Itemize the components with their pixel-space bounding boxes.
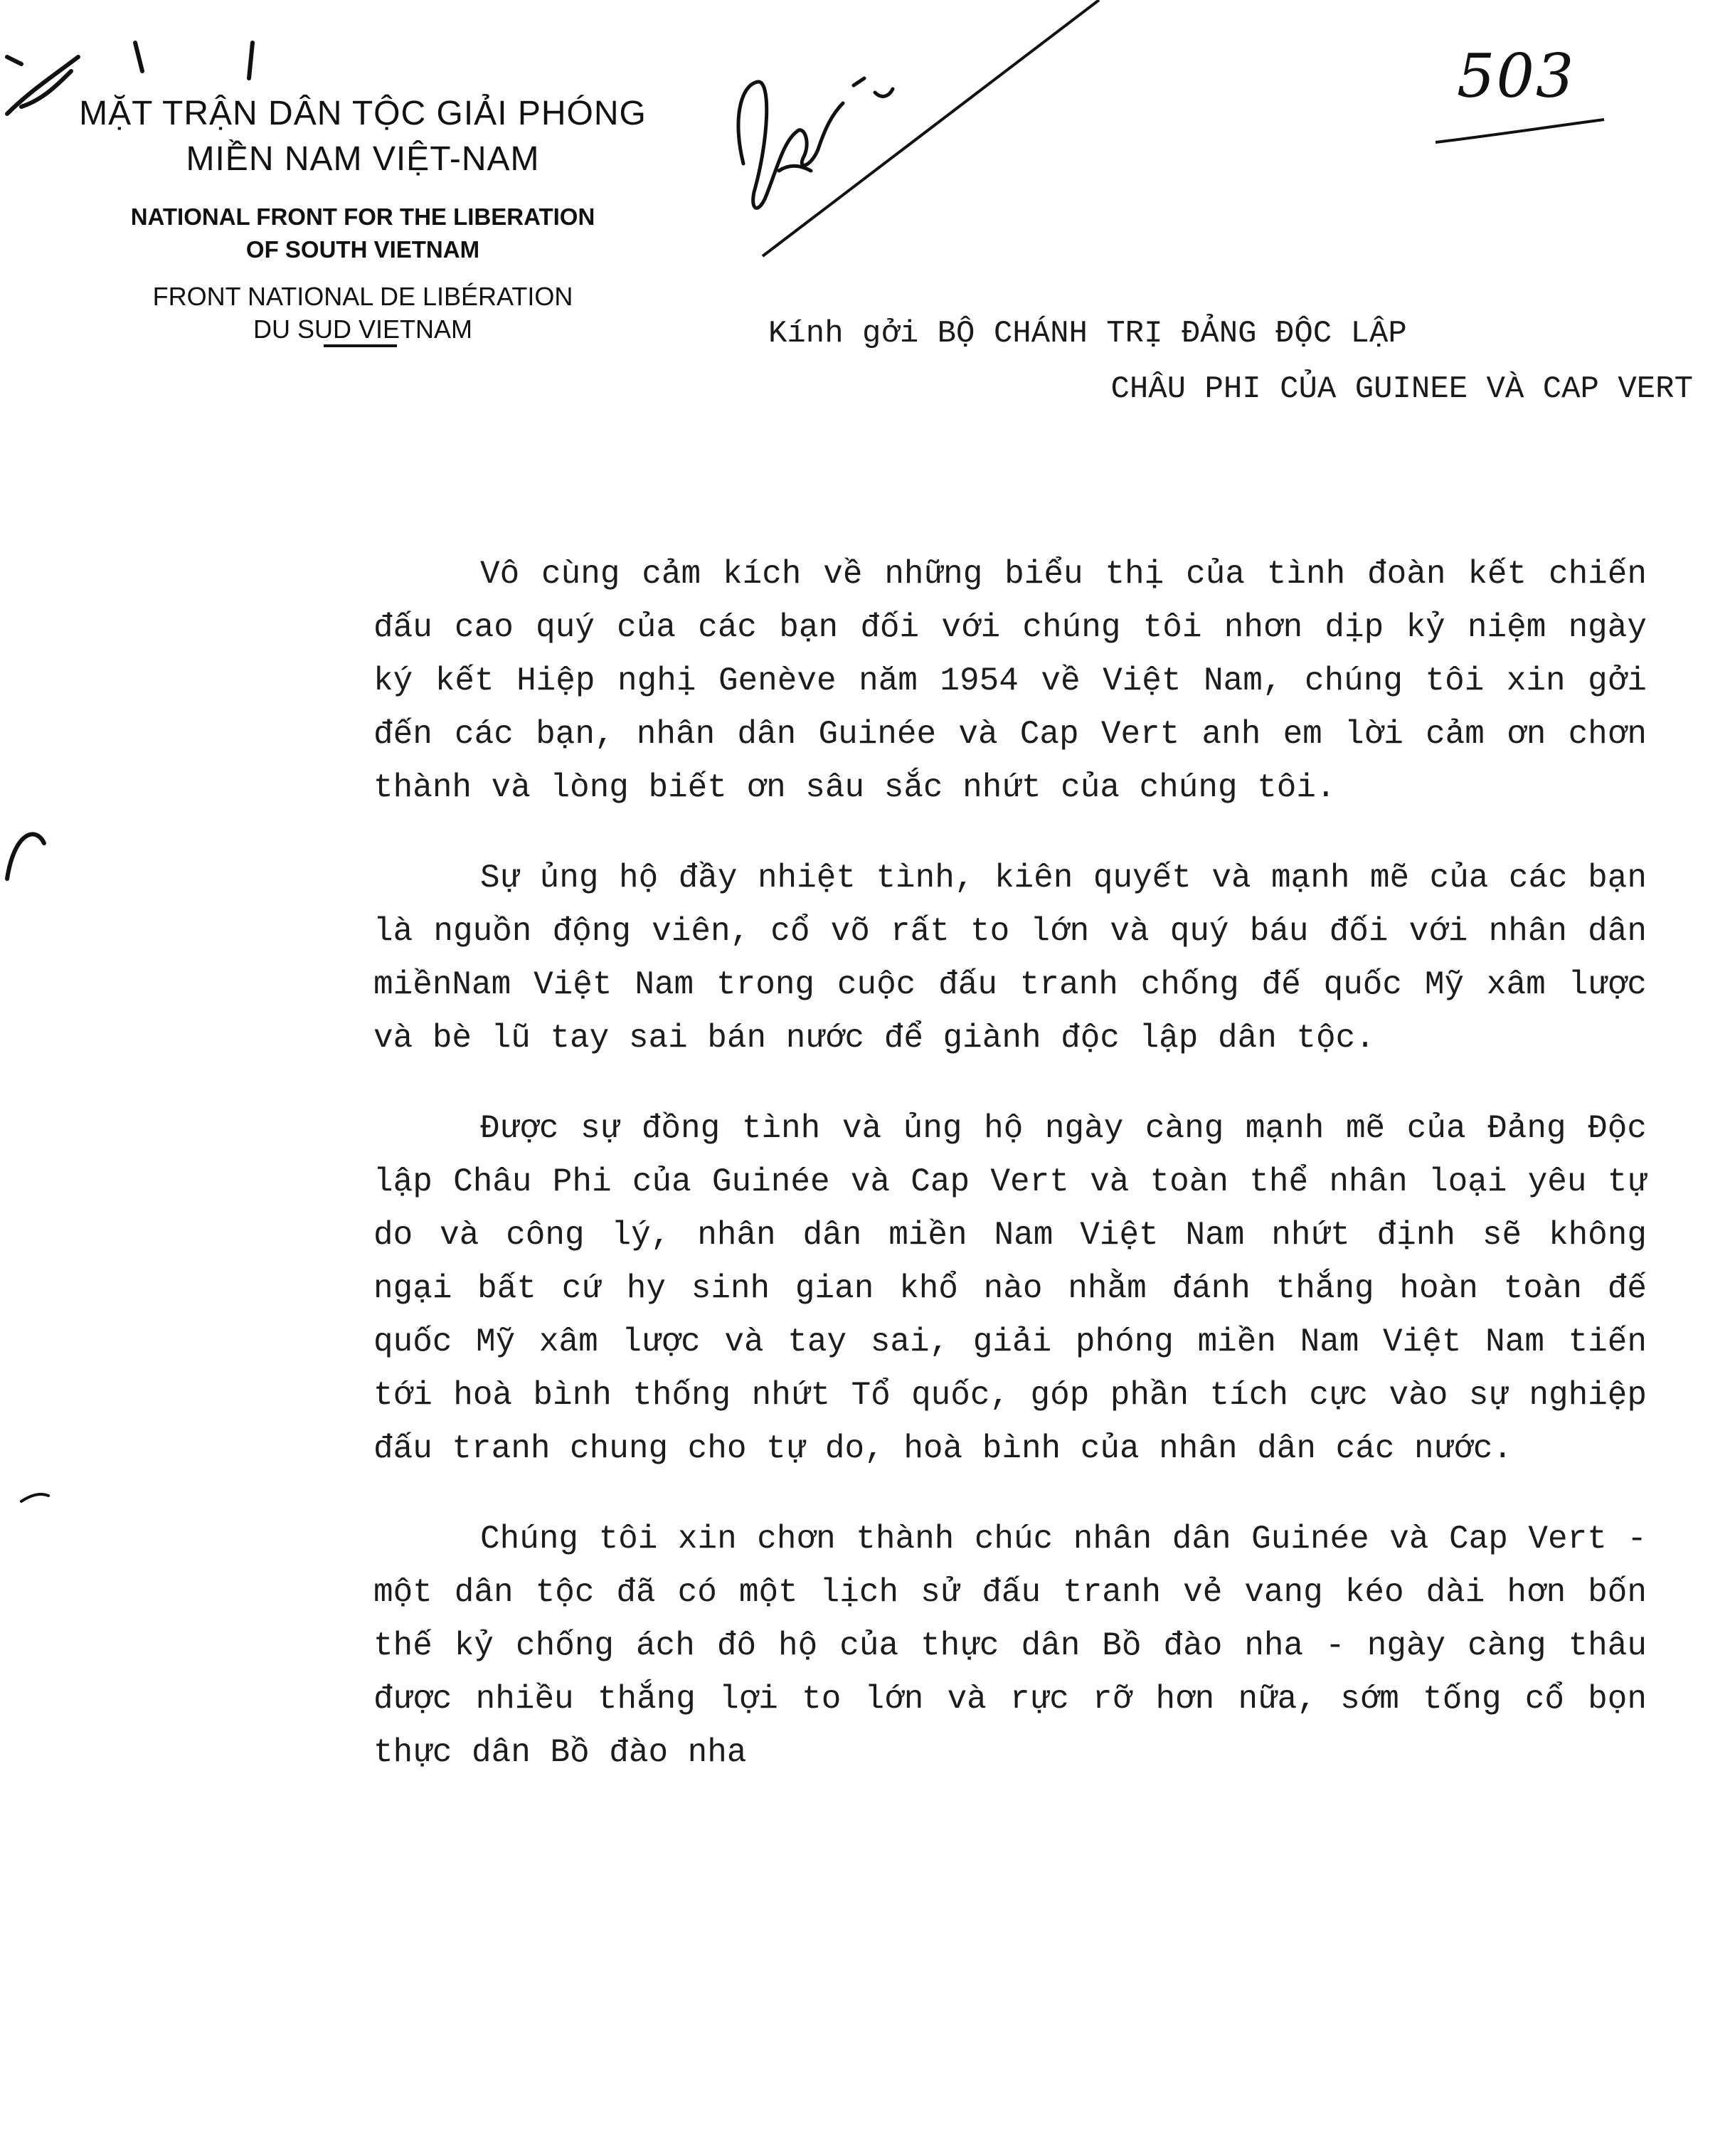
letterhead-en-block (43, 201, 683, 266)
letterhead (43, 91, 683, 346)
paragraph-2: Sự ủng hộ đầy nhiệt tình, kiên quyết và mạnh mẽ của các bạn là nguồn động viên, cổ võ rất to lớn và quý báu đối với nhân dân miềnNam Việt Nam trong cuộc đấu tranh chống đế quốc Mỹ xâm lược và bè lũ tay sai bán nước để giành độc lập dân tộc. (373, 860, 1647, 1057)
letterhead-fr-line1: FRONT NATIONAL DE LIBÉRATION (152, 282, 573, 311)
handwritten-initials (738, 78, 893, 208)
salutation-line2: CHÂU PHI CỦA GUINEE VÀ CAP VERT (1110, 371, 1693, 407)
paragraph-3: Được sự đồng tình và ủng hộ ngày càng mạnh mẽ của Đảng Độc lập Châu Phi của Guinée và Cap Vert và toàn thể nhân loại yêu tự do và công lý, nhân dân miền Nam Việt Nam nhứt định sẽ không ngại bất cứ hy sinh gian khổ nào nhằm đánh thắng hoàn toàn đế quốc Mỹ xâm lược và tay sai, giải phóng miền Nam Việt Nam tiến tới hoà bình thống nhứt Tổ quốc, góp phần tích cực vào sự nghiệp đấu tranh chung cho tự do, hoà bình của nhân dân các nước. (373, 1110, 1647, 1467)
letterhead-fr-block (43, 280, 683, 346)
salutation (768, 306, 1693, 417)
paragraph-1: Vô cùng cảm kích về những biểu thị của tình đoàn kết chiến đấu cao quý của các bạn đối với chúng tôi nhơn dịp kỷ niệm ngày ký kết Hiệp nghị Genève năm 1954 về Việt Nam, chúng tôi xin gởi đến các bạn, nhân dân Guinée và Cap Vert anh em lời cảm ơn chơn thành và lòng biết ơn sâu sắc nhứt của chúng tôi. (373, 556, 1647, 806)
page-number: 503 (1457, 41, 1576, 111)
diagonal-pen-stroke (763, 0, 1099, 256)
letterhead-vi-line2: MIỀN NAM VIỆT-NAM (186, 140, 540, 178)
page-number-underline (1436, 120, 1604, 142)
letter-body (373, 548, 1647, 1817)
letterhead-en-line2: OF SOUTH VIETNAM (245, 236, 480, 263)
salutation-line1: Kính gởi BỘ CHÁNH TRỊ ĐẢNG ĐỘC LẬP (768, 316, 1407, 352)
paragraph-4: Chúng tôi xin chơn thành chúc nhân dân Guinée và Cap Vert - một dân tộc đã có một lịch sử đấu tranh vẻ vang kéo dài hơn bốn thế kỷ chống ách đô hộ của thực dân Bồ đào nha - ngày càng thâu được nhiều thắng lợi to lớn và rực rỡ hơn nữa, sớm tống cổ bọn thực dân Bồ đào nha (373, 1521, 1647, 1771)
letterhead-vi-line1: MẶT TRẬN DÂN TỘC GIẢI PHÓNG (79, 95, 647, 132)
letterhead-fr-line2: DU SUD VIETNAM (253, 315, 473, 344)
letterhead-en-line1: NATIONAL FRONT FOR THE LIBERATION (130, 204, 595, 230)
left-margin-mark-1 (7, 834, 44, 879)
left-margin-mark-2 (21, 1494, 48, 1501)
